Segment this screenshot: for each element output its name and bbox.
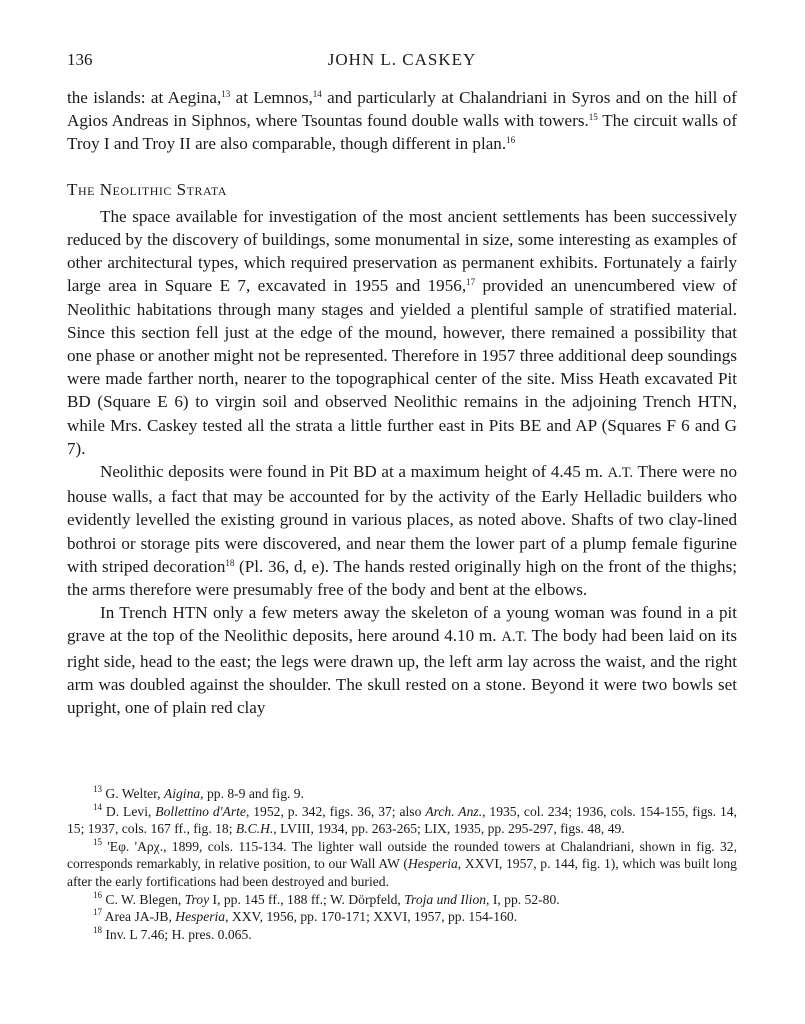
footnote-ref[interactable]: 13 xyxy=(221,89,231,99)
footnote: $^{15}$ 'Eφ. 'Aρχ., 1899, cols. 115-134. The lighter wall outside the rounded towers at Chalandriani, shown in fig. 32, corresponds remarkably, in relative position, to our Wall AW (Hesperia, XXVI, 1957, p. 144, fig. 1), which was built long after the early fortifications had been destroyed and buried. xyxy=(67,836,737,889)
footnotes xyxy=(67,785,737,943)
abbreviation: A.T. xyxy=(607,465,634,482)
paragraph: Neolithic deposits were found in Pit BD at a maximum height of 4.45 m. A.T. There were no house walls, a fact that may be accounted for by the activity of the Early Helladic builders who evidently levelled the existing ground in various places, as noted above. Shafts of two clay-lined bothroi or storage pits were discovered, and near them the lower part of a plump female figurine with striped decoration$^{18}$ (Pl. 36, d, e). The hands rested originally high on the front of the thighs; the arms therefore were presumably free of the body and bent at the elbows. xyxy=(67,462,737,600)
footnote: $^{16}$ C. W. Blegen, Troy I, pp. 145 ff., 188 ff.; W. Dörpfeld, Troja und Ilion, I, pp. 52-80. xyxy=(93,889,560,907)
footnote: $^{14}$ D. Levi, Bollettino d'Arte, 1952, p. 342, figs. 36, 37; also Arch. Anz., 1935, col. 234; 1936, cols. 154-155, figs. 14, 15; 1937, cols. 167 ff., fig. 18; B.C.H., LVIII, 1934, pp. 263-265; LIX, 1935, pp. 295-297, figs. 48, 49. xyxy=(67,801,737,837)
running-head: JOHN L. CASKEY xyxy=(327,50,477,69)
footnote-ref[interactable]: 18 xyxy=(225,557,235,568)
footnote-ref[interactable]: 15 xyxy=(588,112,598,123)
section-title: The Neolithic Strata xyxy=(67,179,227,199)
footnote: $^{18}$ Inv. L 7.46; H. pres. 0.065. xyxy=(93,924,252,942)
footnote: $^{13}$ G. Welter, Aigina, pp. 8-9 and fig. 9. xyxy=(93,784,304,801)
abbreviation: A.T. xyxy=(501,629,527,646)
footnote-ref[interactable]: 17 xyxy=(466,277,476,288)
main-text xyxy=(67,86,737,719)
paragraph: The space available for investigation of the most ancient settlements has been successively reduced by the discovery of buildings, some monumental in size, some interesting as examples of other architectural types, which required preservation as permanent exhibits. Fortunately a fairly large area in Square E 7, excavated in 1955 and 1956,17 provided an unencumbered view of Neolithic habitations through many stages and yielded a plentiful sample of stratified material. Since this section fell just at the edge of the mound, however, there remained a possibility that one phase or another might not be represented. Therefore in 1957 three additional deep soundings were made farther north, nearer to the topographical center of the site. Miss Heath excavated Pit BD (Square E 6) to virgin soil and observed Neolithic remains in the adjoining Trench HTN, while Mrs. Caskey tested all the strata a little further east in Pits BE and AP (Squares F 6 and G 7). xyxy=(67,206,737,458)
paragraph: the islands: at Aegina,$^{13}$ at Lemnos,$^{14}$ and particularly at Chalandriani in Syros and on the hill of Agios Andreas in Siphnos, where Tsountas found double walls with towers.$^{15}$ The circuit walls of Troy I and Troy II are also comparable, though different in plan.$^{16}$ xyxy=(67,88,738,154)
footnote-ref[interactable]: 14 xyxy=(312,89,322,99)
footnote: $^{17}$ Area JA-JB, Hesperia, XXV, 1956, pp. 170-171; XXVI, 1957, pp. 154-160. xyxy=(93,907,518,925)
page-number: 136 xyxy=(67,50,93,69)
footnote-ref[interactable]: 16 xyxy=(506,135,516,146)
page-header xyxy=(67,50,737,74)
paragraph: In Trench HTN only a few meters away the skeleton of a young woman was found in a pit grave at the top of the Neolithic deposits, here around 4.10 m. A.T. The body had been laid on its right side, head to the east; the legs were drawn up, the left arm lay across the waist, and the right arm was doubled against the shoulder. The skull rested on a stone. Beyond it were two bowls set upright, one of plain red clay xyxy=(67,603,738,718)
